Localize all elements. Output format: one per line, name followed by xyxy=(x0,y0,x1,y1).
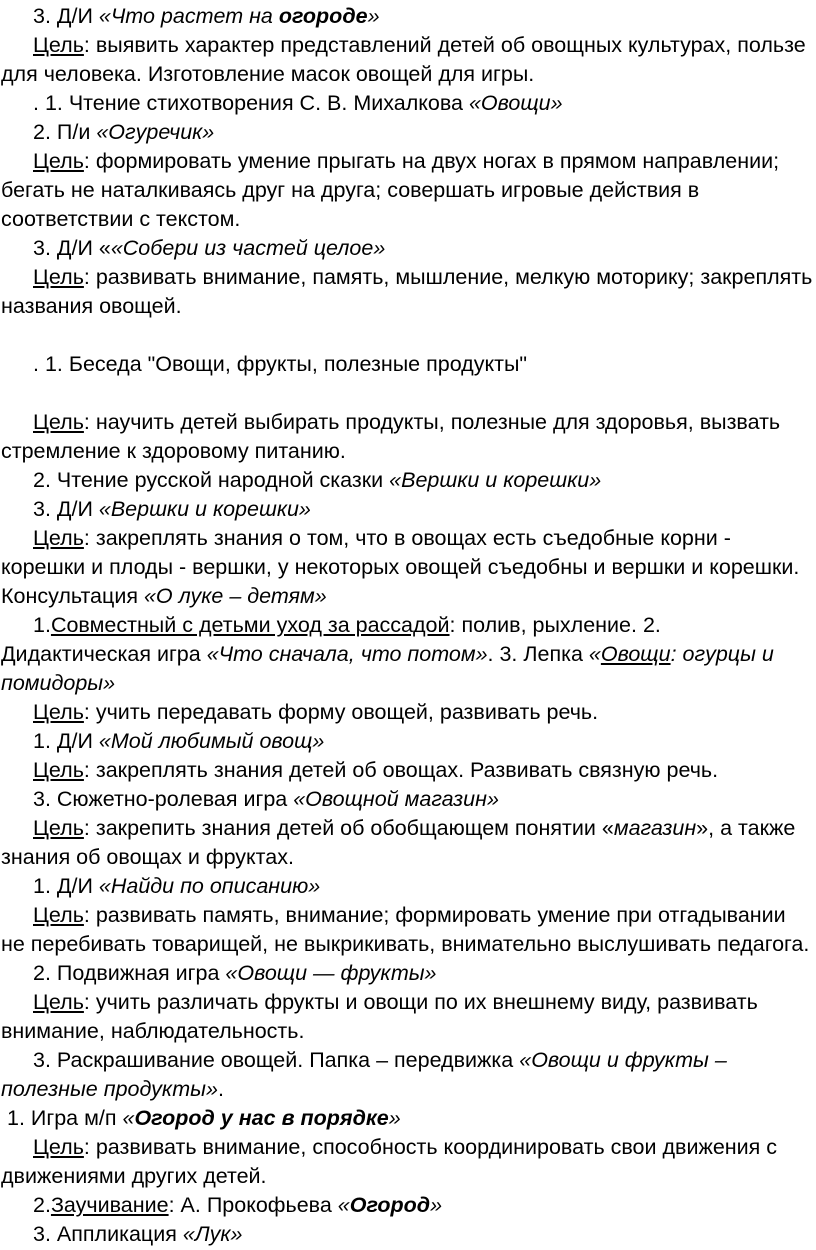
goal-label: Цель xyxy=(33,990,84,1014)
item-title: «Найди по описанию» xyxy=(98,874,321,898)
paragraph-game-garden xyxy=(1,2,814,31)
goal-label: Цель xyxy=(33,758,84,782)
goal-label: Цель xyxy=(33,903,84,927)
paragraph-goal xyxy=(1,524,814,611)
paragraph-goal xyxy=(1,31,814,89)
item-text: 3. Д/И « xyxy=(33,236,111,260)
quote-open: « xyxy=(601,816,614,840)
quote-close: » xyxy=(696,816,709,840)
item-title: «Собери из частей целое» xyxy=(110,236,386,260)
goal-text: : выявить характер представлений детей об овощных культурах, пользе для человека. Изготовление масок овощей для игры. xyxy=(1,33,806,86)
paragraph-goal xyxy=(1,147,814,234)
paragraph-applique xyxy=(1,1220,814,1249)
item-title: «Вершки и корешки» xyxy=(98,497,311,521)
paragraph-goal xyxy=(1,814,814,872)
paragraph-goal xyxy=(1,408,814,466)
paragraph-goal xyxy=(1,698,814,727)
goal-text: : учить различать фрукты и овощи по их внешнему виду, развивать внимание, наблюдательность. xyxy=(1,990,758,1043)
item-title: «Овощи — фрукты» xyxy=(225,961,437,985)
goal-text: : закрепить знания детей об обобщающем понятии xyxy=(83,816,602,840)
paragraph-tops-roots-game xyxy=(1,495,814,524)
item-text: . 3. Лепка xyxy=(487,642,589,666)
game-title-bold: огороде xyxy=(278,4,368,28)
item-title-bold: Огород xyxy=(349,1193,431,1217)
paragraph-reading-poem xyxy=(1,89,814,118)
goal-label: Цель xyxy=(33,700,84,724)
item-text: 3. Д/И xyxy=(33,497,99,521)
paragraph-goal xyxy=(1,263,814,321)
item-title: «Мой любимый овощ» xyxy=(98,729,325,753)
goal-label: Цель xyxy=(33,526,84,550)
goal-label: Цель xyxy=(33,265,84,289)
item-text: . 1. Беседа "Овощи, фрукты, полезные продукты" xyxy=(33,352,528,376)
paragraph-goal xyxy=(1,1133,814,1191)
item-text: 3. Сюжетно-ролевая игра xyxy=(33,787,294,811)
quote-open: « xyxy=(588,642,601,666)
goal-label: Цель xyxy=(33,33,84,57)
paragraph-favorite-vegetable xyxy=(1,727,814,756)
quote-open: « xyxy=(337,1193,350,1217)
item-text: 3. Аппликация xyxy=(33,1222,183,1246)
paragraph-goal xyxy=(1,988,814,1046)
item-title: «Что сначала, что потом» xyxy=(206,642,488,666)
item-title: : огурцы и помидоры» xyxy=(1,642,774,695)
paragraph-seedling-care xyxy=(1,611,814,698)
paragraph-find-description xyxy=(1,872,814,901)
item-title: магазин xyxy=(613,816,697,840)
item-title: «Лук» xyxy=(182,1222,243,1246)
quote-open: « xyxy=(122,1106,135,1130)
paragraph-goal xyxy=(1,756,814,785)
goal-label: Цель xyxy=(33,816,84,840)
goal-text: : формировать умение прыгать на двух ногах в прямом направлении; бегать не наталкиваясь друг на друга; совершать игровые действия в соответствии с текстом. xyxy=(1,149,780,231)
goal-text: : учить передавать форму овощей, развивать речь. xyxy=(83,700,599,724)
quote-close: » xyxy=(367,4,380,28)
quote-close: » xyxy=(388,1106,401,1130)
paragraph-moving-game xyxy=(1,959,814,988)
goal-label: Цель xyxy=(33,149,84,173)
item-text: 1. Игра м/п xyxy=(7,1106,123,1130)
paragraph-coloring xyxy=(1,1046,814,1104)
paragraph-outdoor-game xyxy=(1,118,814,147)
item-text: 1. Д/И xyxy=(33,729,99,753)
item-number: 2. xyxy=(33,1193,51,1217)
item-text: . 1. Чтение стихотворения С. В. Михалкова xyxy=(33,91,469,115)
item-number: 1. xyxy=(33,613,51,637)
paragraph-goal xyxy=(1,901,814,959)
item-title: «О луке – детям» xyxy=(143,584,327,608)
item-title: «Овощи» xyxy=(468,91,563,115)
item-text: 1. Д/И xyxy=(33,874,99,898)
underlined-title: Овощи xyxy=(600,642,671,666)
paragraph-garden-game xyxy=(1,1104,814,1133)
goal-text: : развивать внимание, способность координировать свои движения с движениями других детей. xyxy=(1,1135,778,1188)
paragraph-memorizing xyxy=(1,1191,814,1220)
item-text: 2. Чтение русской народной сказки xyxy=(33,468,390,492)
goal-text: , а также знания об овощах и фруктах. xyxy=(1,816,796,869)
paragraph-conversation xyxy=(1,350,814,379)
item-text: . xyxy=(217,1077,224,1101)
underlined-text: Заучивание xyxy=(50,1193,169,1217)
item-title: «Огуречик» xyxy=(96,120,215,144)
item-title-bold: Огород у нас в порядке xyxy=(134,1106,389,1130)
goal-text: : развивать память, внимание; формировать умение при отгадывании не перебивать товарищей, не выкрикивать, внимательно выслушивать педагога. xyxy=(1,903,810,956)
goal-label: Цель xyxy=(33,410,84,434)
item-text: 2. П/и xyxy=(33,120,97,144)
item-title: «Овощной магазин» xyxy=(293,787,499,811)
item-text: 2. Подвижная игра xyxy=(33,961,226,985)
item-text: : полив, рыхление. 2. Дидактическая игра xyxy=(1,613,661,666)
paragraph-puzzle-game xyxy=(1,234,814,263)
goal-label: Цель xyxy=(33,1135,84,1159)
item-title: «Овощи и фрукты – полезные продукты» xyxy=(1,1048,727,1101)
goal-text: : развивать внимание, память, мышление, мелкую моторику; закреплять названия овощей. xyxy=(1,265,813,318)
game-title: «Что растет на xyxy=(98,4,279,28)
goal-text: : закреплять знания о том, что в овощах есть съедобные корни - корешки и плоды - вершки, у некоторых овощей съедобны и вершки и корешки. Консультация xyxy=(1,526,800,608)
item-title: «Вершки и корешки» xyxy=(389,468,602,492)
goal-text: : научить детей выбирать продукты, полезные для здоровья, вызвать стремление к здоровому питанию. xyxy=(1,410,781,463)
paragraph-fairy-tale xyxy=(1,466,814,495)
item-text: 3. Раскрашивание овощей. Папка – передвижка xyxy=(33,1048,520,1072)
underlined-text: Совместный с детьми уход за рассадой xyxy=(50,613,450,637)
paragraph-role-play xyxy=(1,785,814,814)
item-number: 3. Д/И xyxy=(33,4,99,28)
goal-text: : закреплять знания детей об овощах. Развивать связную речь. xyxy=(83,758,719,782)
item-text: : А. Прокофьева xyxy=(168,1193,338,1217)
quote-close: » xyxy=(430,1193,443,1217)
